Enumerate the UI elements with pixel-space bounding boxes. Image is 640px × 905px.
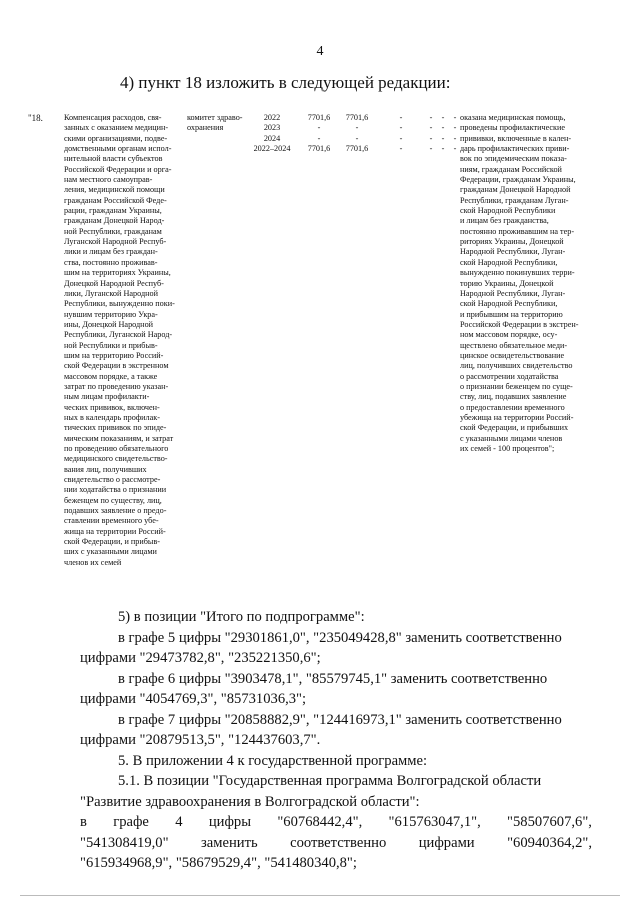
text-line: медицинского свидетельство-: [64, 454, 168, 464]
regional-funding-column: [340, 113, 374, 154]
text-line: ства, постоянно проживав-: [64, 257, 158, 267]
text-line: -: [317, 133, 321, 143]
text-line: постоянно проживавшим на тер-: [460, 226, 575, 236]
word: в: [80, 814, 87, 830]
body-line-5: цифрами "4054769,3", "85731036,3";: [80, 691, 307, 707]
years-column: [250, 113, 294, 154]
text-line: -: [441, 144, 445, 154]
word: цифрами: [418, 835, 475, 851]
text-line: -: [441, 113, 445, 122]
text-line: вания лиц, получивших: [64, 464, 147, 474]
expected-result-column: [460, 113, 596, 454]
text-line: нам местного самоуправ-: [64, 175, 153, 185]
text-line: ной Республики, гражданам: [64, 226, 162, 236]
text-line: свидетельство о рассмотре-: [64, 475, 161, 485]
text-line: Республики, гражданам Луган-: [460, 195, 569, 205]
text-line: Республики, Луганской Народ-: [64, 330, 173, 340]
word: "58507607,6",: [507, 814, 592, 830]
text-line: Российской Федерации в экстрен-: [460, 319, 579, 329]
text-line: дарь профилактических приви-: [460, 144, 570, 154]
text-line: Народной Республики, Луган-: [460, 288, 566, 298]
text-line: домственными органам испол-: [64, 144, 172, 154]
funding-column-b: [438, 113, 448, 154]
text-line: ших с указанными лицами: [64, 547, 157, 557]
text-line: тических прививок по эпиде-: [64, 423, 167, 433]
text-line: -: [453, 123, 457, 133]
text-line: подавших заявление о предо-: [64, 506, 167, 516]
federal-funding-column: [392, 113, 410, 154]
text-line: Донецкой Народной Респуб-: [64, 278, 164, 288]
footer-rule: [20, 895, 620, 896]
body-line-3: цифрами "29473782,8", "235221350,6";: [80, 650, 321, 666]
text-line: о признании беженцем по суще-: [460, 381, 573, 391]
text-line: -: [355, 123, 359, 133]
text-line: 2023: [263, 123, 281, 133]
text-line: беженцем по существу, лиц,: [64, 495, 162, 505]
word: "60940364,2",: [507, 835, 592, 851]
text-line: -: [355, 133, 359, 143]
text-line: Луганской Народной Респуб-: [64, 237, 167, 247]
text-line: 7701,6: [307, 113, 331, 122]
text-line: -: [399, 133, 403, 143]
text-line: массовом порядке, а также: [64, 371, 158, 381]
text-line: Народной Республики, Луган-: [460, 247, 566, 257]
text-line: по проведению обязательного: [64, 444, 169, 453]
word: цифры: [208, 814, 252, 830]
word: заменить: [201, 835, 258, 851]
text-line: ления, медицинской помощи: [64, 185, 165, 195]
text-line: рации, гражданам Украины,: [64, 206, 162, 216]
text-line: -: [399, 123, 403, 133]
text-line: -: [429, 133, 433, 143]
text-line: цинское освидетельствование: [460, 350, 565, 360]
text-line: гражданам Российской Феде-: [64, 195, 167, 205]
text-line: ской Федерации, и прибыв-: [64, 537, 161, 547]
text-line: Федерации, гражданам Украины,: [460, 175, 576, 185]
text-line: шим на территориях Украины,: [64, 268, 171, 278]
word: "541308419,0": [80, 835, 169, 851]
text-line: -: [317, 123, 321, 133]
text-line: ном массовом порядке, осу-: [460, 330, 558, 340]
word: графе: [113, 814, 149, 830]
text-line: торию Украины, Донецкой: [460, 278, 554, 288]
text-line: ству, лиц, подавших заявление: [460, 392, 567, 402]
text-line: комитет здраво-: [187, 113, 243, 122]
text-line: ской Федерации в экстренном: [64, 361, 169, 371]
text-line: 7701,6: [345, 144, 369, 154]
text-line: ниям, гражданам Российской: [460, 164, 562, 174]
text-line: вок по эпидемическим показа-: [460, 154, 567, 164]
body-line-9: 5.1. В позиции "Государственная программа Волгоградской области: [118, 773, 542, 789]
text-line: их семей - 100 процентов";: [460, 444, 555, 453]
executor-column: [187, 113, 249, 134]
text-line: 2024: [263, 133, 281, 143]
text-line: -: [453, 113, 457, 122]
text-line: шим на территорию Россий-: [64, 350, 164, 360]
text-line: -: [429, 113, 433, 122]
text-line: ческих прививок, включен-: [64, 402, 160, 412]
total-funding-column: [302, 113, 336, 154]
text-line: нительной власти субъектов: [64, 154, 163, 164]
text-line: Компенсация расходов, свя-: [64, 113, 162, 122]
word: "60768442,4",: [277, 814, 363, 830]
text-line: с указанными лицами членов: [460, 433, 563, 443]
text-line: гражданам Донецкой Народ-: [64, 216, 165, 226]
section-heading: 4) пункт 18 изложить в следующей редакции:: [120, 73, 451, 92]
word: "615763047,1",: [388, 814, 481, 830]
word: соответственно: [290, 835, 387, 851]
body-line-6: в графе 7 цифры "20858882,9", "124416973,1" заменить соответственно: [118, 712, 562, 728]
text-line: ных в календарь профилак-: [64, 412, 160, 422]
body-line-11: [80, 812, 592, 832]
text-line: -: [429, 144, 433, 154]
text-line: жища на территории Россий-: [64, 526, 166, 536]
text-line: -: [453, 144, 457, 154]
word: 4: [175, 814, 183, 830]
text-line: нии ходатайства о признании: [64, 485, 167, 495]
text-line: проведены профилактические: [460, 123, 566, 133]
text-line: Российской Федерации и орга-: [64, 164, 172, 174]
text-line: прививки, включенные в кален-: [460, 133, 572, 143]
text-line: ской Федерации, и прибывших: [460, 423, 569, 433]
text-line: риториях Украины, Донецкой: [460, 237, 564, 247]
text-line: убежища на территории Россий-: [460, 412, 574, 422]
text-line: охранения: [187, 123, 224, 133]
body-line-10: "Развитие здравоохранения в Волгоградской области":: [80, 794, 420, 810]
text-line: ской Народной Республики,: [460, 299, 558, 309]
text-line: 7701,6: [307, 144, 331, 154]
text-line: -: [441, 123, 445, 133]
text-line: лики, Луганской Народной: [64, 288, 158, 298]
text-line: ной Республики и прибыв-: [64, 340, 158, 350]
text-line: нувшим территорию Укра-: [64, 309, 158, 319]
text-line: вынужденно покинувших терри-: [460, 268, 575, 278]
text-line: и прибывшим на территорию: [460, 309, 563, 319]
text-line: -: [453, 133, 457, 143]
body-line-4: в графе 6 цифры "3903478,1", "85579745,1" заменить соответственно: [118, 671, 548, 687]
text-line: о предоставлении временного: [460, 402, 565, 412]
body-line-7: цифрами "20879513,5", "124437603,7".: [80, 732, 321, 748]
text-line: и лицам без гражданства,: [460, 216, 549, 226]
text-line: ным лицам профилакти-: [64, 392, 150, 402]
text-line: 2022–2024: [253, 144, 291, 154]
body-line-2: в графе 5 цифры "29301861,0", "235049428,8" заменить соответственно: [118, 630, 562, 646]
text-line: гражданам Донецкой Народной: [460, 185, 571, 195]
text-line: Республики, вынужденно поки-: [64, 299, 175, 309]
body-line-1: 5) в позиции "Итого по подпрограмме":: [118, 609, 365, 625]
text-line: ществлено обязательное меди-: [460, 340, 568, 350]
text-line: о рассмотрении ходатайства: [460, 371, 559, 381]
text-line: мическим показаниям, и затрат: [64, 433, 174, 443]
table-row-number: "18.: [28, 113, 43, 123]
measure-description: [64, 113, 182, 568]
text-line: -: [441, 133, 445, 143]
text-line: лиц, получивших свидетельство: [460, 361, 573, 371]
text-line: 2022: [263, 113, 281, 122]
text-line: членов их семей: [64, 557, 122, 567]
text-line: ины, Донецкой Народной: [64, 319, 154, 329]
text-line: скими организациями, подве-: [64, 133, 168, 143]
text-line: затрат по проведению указан-: [64, 381, 169, 391]
text-line: ской Народной Республики: [460, 206, 556, 216]
text-line: ской Народной Республики,: [460, 257, 558, 267]
text-line: -: [429, 123, 433, 133]
body-line-12: [80, 833, 592, 853]
text-line: лики и лицам без граждан-: [64, 247, 158, 257]
text-line: -: [399, 144, 403, 154]
body-line-8: 5. В приложении 4 к государственной программе:: [118, 753, 428, 769]
page-number: 4: [316, 44, 324, 59]
funding-column-a: [426, 113, 436, 154]
body-line-13: "615934968,9", "58679529,4", "541480340,8";: [80, 855, 357, 871]
text-line: занных с оказанием медицин-: [64, 123, 169, 133]
funding-column-c: [450, 113, 460, 154]
text-line: оказана медицинская помощь,: [460, 113, 566, 122]
text-line: -: [399, 113, 403, 122]
text-line: ставлении временного убе-: [64, 516, 159, 526]
text-line: 7701,6: [345, 113, 369, 122]
